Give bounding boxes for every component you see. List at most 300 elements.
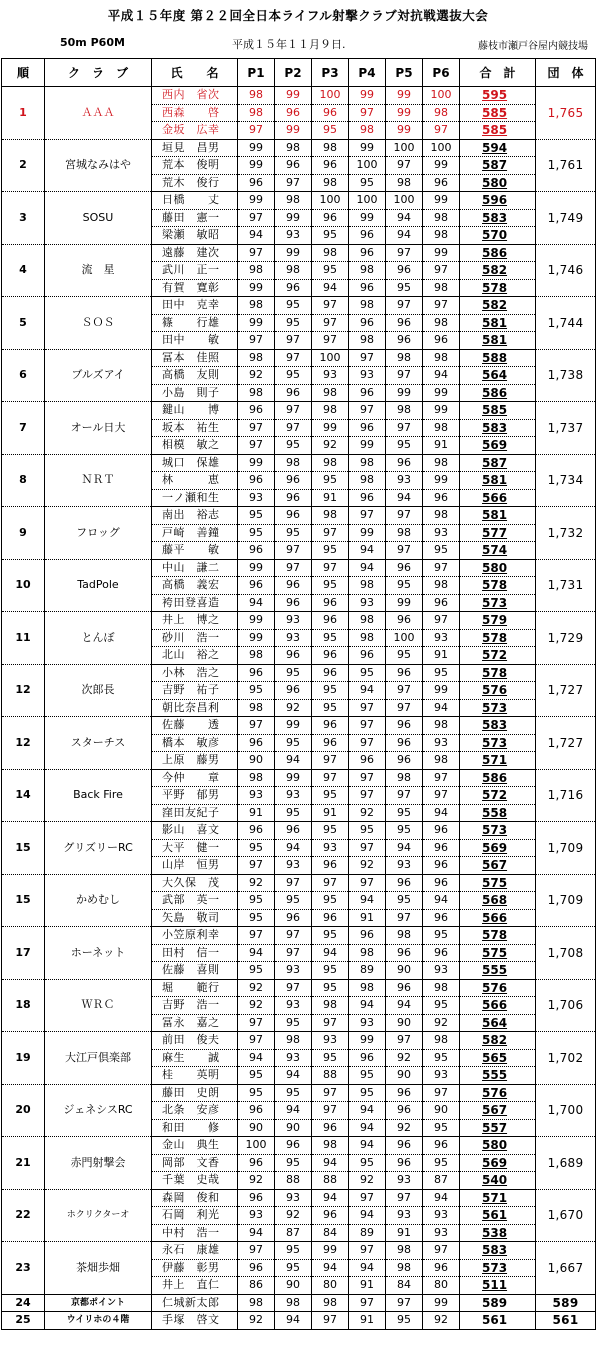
shooter-name: 袴田登喜造: [152, 594, 238, 612]
series-score-p1: 97: [238, 927, 275, 945]
individual-total: 573: [460, 699, 536, 717]
series-score-p4: 99: [349, 437, 386, 455]
shooter-name: 藤田 憲一: [152, 209, 238, 227]
series-score-p1: 97: [238, 857, 275, 875]
col-p2: P2: [275, 59, 312, 87]
series-score-p6: 91: [423, 647, 460, 665]
series-score-p5: 99: [386, 87, 423, 105]
series-score-p6: 93: [423, 1207, 460, 1225]
series-score-p5: 97: [386, 507, 423, 525]
club-cell: ＷＲＣ: [45, 979, 152, 1032]
shooter-name: 大平 健一: [152, 839, 238, 857]
series-score-p5: 96: [386, 332, 423, 350]
series-score-p3: 95: [312, 629, 349, 647]
individual-total: 565: [460, 1049, 536, 1067]
rank-cell: 24: [2, 1294, 45, 1312]
series-score-p3: 96: [312, 857, 349, 875]
series-score-p3: 96: [312, 209, 349, 227]
table-row: [2, 1294, 596, 1312]
series-score-p5: 96: [386, 1084, 423, 1102]
series-score-p5: 93: [386, 1172, 423, 1190]
series-score-p4: 91: [349, 1277, 386, 1295]
series-score-p2: 97: [275, 979, 312, 997]
individual-total: 578: [460, 927, 536, 945]
club-cell: Back Fire: [45, 769, 152, 822]
series-score-p6: 97: [423, 612, 460, 630]
series-score-p3: 95: [312, 227, 349, 245]
individual-total: 583: [460, 1242, 536, 1260]
individual-total: 557: [460, 1119, 536, 1137]
series-score-p4: 92: [349, 1172, 386, 1190]
series-score-p3: 99: [312, 1242, 349, 1260]
series-score-p3: 95: [312, 472, 349, 490]
series-score-p3: 94: [312, 1154, 349, 1172]
table-row: [2, 769, 596, 787]
series-score-p5: 97: [386, 1189, 423, 1207]
series-score-p2: 94: [275, 839, 312, 857]
shooter-name: 城口 保雄: [152, 454, 238, 472]
individual-total: 569: [460, 839, 536, 857]
series-score-p1: 92: [238, 997, 275, 1015]
shooter-name: 相模 敏之: [152, 437, 238, 455]
shooter-name: 西森 啓: [152, 104, 238, 122]
series-score-p1: 95: [238, 909, 275, 927]
series-score-p4: 94: [349, 1207, 386, 1225]
series-score-p1: 98: [238, 104, 275, 122]
rank-cell: 12: [2, 664, 45, 717]
series-score-p2: 92: [275, 1207, 312, 1225]
shooter-name: 千葉 史哉: [152, 1172, 238, 1190]
table-row: [2, 1084, 596, 1102]
series-score-p1: 99: [238, 454, 275, 472]
series-score-p5: 97: [386, 297, 423, 315]
series-score-p2: 93: [275, 857, 312, 875]
series-score-p4: 99: [349, 1032, 386, 1050]
series-score-p6: 94: [423, 892, 460, 910]
individual-total: 561: [460, 1312, 536, 1330]
individual-total: 573: [460, 1259, 536, 1277]
individual-total: 580: [460, 559, 536, 577]
shooter-name: 永石 康雄: [152, 1242, 238, 1260]
series-score-p1: 90: [238, 752, 275, 770]
individual-total: 575: [460, 874, 536, 892]
series-score-p1: 99: [238, 279, 275, 297]
individual-total: 576: [460, 979, 536, 997]
series-score-p3: 96: [312, 734, 349, 752]
series-score-p6: 99: [423, 1294, 460, 1312]
individual-total: 572: [460, 647, 536, 665]
series-score-p3: 97: [312, 874, 349, 892]
series-score-p5: 94: [386, 209, 423, 227]
individual-total: 583: [460, 419, 536, 437]
series-score-p4: 93: [349, 1014, 386, 1032]
team-total: 1,738: [536, 349, 596, 402]
series-score-p2: 96: [275, 909, 312, 927]
series-score-p5: 98: [386, 402, 423, 420]
shooter-name: 佐藤 透: [152, 717, 238, 735]
results-body: [2, 87, 596, 1330]
series-score-p3: 95: [312, 262, 349, 280]
series-score-p6: 96: [423, 909, 460, 927]
table-row: [2, 1312, 596, 1330]
rank-cell: 9: [2, 507, 45, 560]
shooter-name: 森岡 俊和: [152, 1189, 238, 1207]
series-score-p1: 94: [238, 227, 275, 245]
table-row: [2, 1137, 596, 1155]
series-score-p6: 93: [423, 1224, 460, 1242]
series-score-p1: 94: [238, 594, 275, 612]
shooter-name: 手塚 啓文: [152, 1312, 238, 1330]
rank-cell: 21: [2, 1137, 45, 1190]
shooter-name: 中山 謙二: [152, 559, 238, 577]
series-score-p5: 95: [386, 892, 423, 910]
series-score-p4: 97: [349, 1294, 386, 1312]
series-score-p3: 95: [312, 927, 349, 945]
series-score-p3: 96: [312, 594, 349, 612]
individual-total: 586: [460, 769, 536, 787]
table-row: [2, 612, 596, 630]
shooter-name: 桂 英明: [152, 1067, 238, 1085]
rank-cell: 7: [2, 402, 45, 455]
series-score-p6: 98: [423, 752, 460, 770]
series-score-p2: 97: [275, 402, 312, 420]
shooter-name: 伊藤 彰男: [152, 1259, 238, 1277]
team-total: 1,700: [536, 1084, 596, 1137]
series-score-p3: 95: [312, 787, 349, 805]
table-row: [2, 349, 596, 367]
series-score-p4: 94: [349, 1259, 386, 1277]
series-score-p6: 98: [423, 349, 460, 367]
series-score-p3: 80: [312, 1277, 349, 1295]
series-score-p3: 94: [312, 279, 349, 297]
series-score-p1: 92: [238, 874, 275, 892]
individual-total: 564: [460, 367, 536, 385]
series-score-p2: 93: [275, 962, 312, 980]
club-cell: SOSU: [45, 192, 152, 245]
series-score-p5: 97: [386, 419, 423, 437]
rank-cell: 20: [2, 1084, 45, 1137]
series-score-p1: 97: [238, 332, 275, 350]
team-total: 561: [536, 1312, 596, 1330]
rank-cell: 10: [2, 559, 45, 612]
individual-total: 581: [460, 332, 536, 350]
individual-total: 582: [460, 297, 536, 315]
series-score-p2: 94: [275, 1312, 312, 1330]
individual-total: 585: [460, 104, 536, 122]
individual-total: 587: [460, 454, 536, 472]
series-score-p6: 93: [423, 629, 460, 647]
col-total: 合 計: [460, 59, 536, 87]
rank-cell: 5: [2, 297, 45, 350]
rank-cell: 3: [2, 192, 45, 245]
series-score-p3: 94: [312, 944, 349, 962]
team-total: 1,716: [536, 769, 596, 822]
series-score-p5: 96: [386, 734, 423, 752]
team-total: 1,761: [536, 139, 596, 192]
series-score-p3: 88: [312, 1172, 349, 1190]
series-score-p5: 98: [386, 349, 423, 367]
series-score-p1: 99: [238, 157, 275, 175]
event-date: 平成１５年１１月９日.: [232, 38, 346, 51]
series-score-p4: 98: [349, 122, 386, 140]
series-score-p4: 98: [349, 577, 386, 595]
series-score-p6: 98: [423, 314, 460, 332]
series-score-p1: 95: [238, 839, 275, 857]
series-score-p4: 94: [349, 559, 386, 577]
series-score-p3: 96: [312, 104, 349, 122]
series-score-p6: 98: [423, 209, 460, 227]
series-score-p4: 98: [349, 297, 386, 315]
individual-total: 585: [460, 402, 536, 420]
series-score-p4: 94: [349, 1137, 386, 1155]
rank-cell: 12: [2, 717, 45, 770]
series-score-p2: 93: [275, 997, 312, 1015]
individual-total: 538: [460, 1224, 536, 1242]
team-total: 1,732: [536, 507, 596, 560]
series-score-p1: 99: [238, 612, 275, 630]
series-score-p6: 99: [423, 682, 460, 700]
team-total: 1,708: [536, 927, 596, 980]
rank-cell: 17: [2, 927, 45, 980]
series-score-p1: 95: [238, 892, 275, 910]
series-score-p2: 96: [275, 104, 312, 122]
individual-total: 581: [460, 314, 536, 332]
series-score-p4: 89: [349, 1224, 386, 1242]
series-score-p3: 100: [312, 349, 349, 367]
individual-total: 558: [460, 804, 536, 822]
series-score-p4: 94: [349, 542, 386, 560]
team-total: 1,765: [536, 87, 596, 140]
series-score-p1: 98: [238, 262, 275, 280]
club-cell: 宮城なみはや: [45, 139, 152, 192]
shooter-name: 井上 博之: [152, 612, 238, 630]
series-score-p2: 94: [275, 1102, 312, 1120]
rank-cell: 4: [2, 244, 45, 297]
shooter-name: 麻生 誠: [152, 1049, 238, 1067]
series-score-p5: 93: [386, 857, 423, 875]
series-score-p5: 97: [386, 787, 423, 805]
series-score-p4: 98: [349, 454, 386, 472]
shooter-name: 武川 正一: [152, 262, 238, 280]
shooter-name: 北条 安彦: [152, 1102, 238, 1120]
series-score-p2: 95: [275, 1242, 312, 1260]
series-score-p4: 98: [349, 629, 386, 647]
individual-total: 574: [460, 542, 536, 560]
individual-total: 570: [460, 227, 536, 245]
series-score-p5: 96: [386, 612, 423, 630]
series-score-p3: 98: [312, 1137, 349, 1155]
series-score-p4: 99: [349, 209, 386, 227]
club-cell: ＡＡＡ: [45, 87, 152, 140]
series-score-p4: 100: [349, 192, 386, 210]
series-score-p4: 97: [349, 507, 386, 525]
series-score-p1: 99: [238, 192, 275, 210]
series-score-p2: 98: [275, 454, 312, 472]
shooter-name: 井上 直仁: [152, 1277, 238, 1295]
rank-cell: 2: [2, 139, 45, 192]
shooter-name: 窪田友紀子: [152, 804, 238, 822]
series-score-p3: 95: [312, 962, 349, 980]
series-score-p3: 95: [312, 822, 349, 840]
series-score-p1: 98: [238, 87, 275, 105]
series-score-p2: 95: [275, 1259, 312, 1277]
shooter-name: 矢島 敬司: [152, 909, 238, 927]
team-total: 589: [536, 1294, 596, 1312]
series-score-p3: 97: [312, 752, 349, 770]
series-score-p5: 98: [386, 769, 423, 787]
series-score-p6: 98: [423, 717, 460, 735]
series-score-p4: 95: [349, 1154, 386, 1172]
series-score-p5: 94: [386, 997, 423, 1015]
shooter-name: 西内 省次: [152, 87, 238, 105]
individual-total: 573: [460, 822, 536, 840]
series-score-p2: 96: [275, 682, 312, 700]
individual-total: 578: [460, 279, 536, 297]
team-total: 1,731: [536, 559, 596, 612]
series-score-p1: 96: [238, 542, 275, 560]
series-score-p3: 95: [312, 122, 349, 140]
series-score-p1: 92: [238, 979, 275, 997]
series-score-p2: 97: [275, 419, 312, 437]
series-score-p1: 98: [238, 349, 275, 367]
series-score-p1: 94: [238, 1224, 275, 1242]
shooter-name: 上原 藤男: [152, 752, 238, 770]
series-score-p3: 95: [312, 542, 349, 560]
club-cell: 赤門射撃会: [45, 1137, 152, 1190]
series-score-p4: 94: [349, 682, 386, 700]
club-cell: ＮＲＴ: [45, 454, 152, 507]
series-score-p3: 95: [312, 1049, 349, 1067]
series-score-p4: 95: [349, 664, 386, 682]
rank-cell: 22: [2, 1189, 45, 1242]
club-cell: ホクリクターオ: [45, 1189, 152, 1242]
series-score-p3: 84: [312, 1224, 349, 1242]
series-score-p5: 98: [386, 1242, 423, 1260]
series-score-p2: 96: [275, 489, 312, 507]
shooter-name: 中村 浩一: [152, 1224, 238, 1242]
series-score-p2: 98: [275, 1032, 312, 1050]
series-score-p4: 91: [349, 1312, 386, 1330]
series-score-p5: 93: [386, 472, 423, 490]
table-row: [2, 454, 596, 472]
series-score-p6: 93: [423, 1067, 460, 1085]
series-score-p6: 93: [423, 962, 460, 980]
individual-total: 540: [460, 1172, 536, 1190]
series-score-p6: 95: [423, 927, 460, 945]
series-score-p3: 97: [312, 1102, 349, 1120]
series-score-p3: 100: [312, 87, 349, 105]
series-score-p6: 94: [423, 1189, 460, 1207]
individual-total: 596: [460, 192, 536, 210]
series-score-p2: 95: [275, 367, 312, 385]
series-score-p2: 95: [275, 734, 312, 752]
series-score-p6: 96: [423, 1137, 460, 1155]
series-score-p1: 99: [238, 559, 275, 577]
shooter-name: 前田 俊夫: [152, 1032, 238, 1050]
series-score-p6: 96: [423, 839, 460, 857]
shooter-name: 砂川 浩一: [152, 629, 238, 647]
series-score-p3: 94: [312, 1259, 349, 1277]
series-score-p6: 96: [423, 174, 460, 192]
series-score-p2: 93: [275, 629, 312, 647]
series-score-p6: 98: [423, 454, 460, 472]
series-score-p4: 96: [349, 384, 386, 402]
series-score-p6: 98: [423, 104, 460, 122]
series-score-p4: 97: [349, 1242, 386, 1260]
series-score-p6: 95: [423, 1154, 460, 1172]
series-score-p6: 99: [423, 244, 460, 262]
individual-total: 567: [460, 857, 536, 875]
series-score-p2: 95: [275, 524, 312, 542]
club-cell: 次郎長: [45, 664, 152, 717]
series-score-p6: 97: [423, 1084, 460, 1102]
individual-total: 586: [460, 384, 536, 402]
series-score-p2: 93: [275, 787, 312, 805]
series-score-p3: 91: [312, 489, 349, 507]
club-cell: 京都ポイント: [45, 1294, 152, 1312]
shooter-name: 今仲 章: [152, 769, 238, 787]
series-score-p3: 98: [312, 997, 349, 1015]
series-score-p1: 97: [238, 122, 275, 140]
series-score-p2: 99: [275, 769, 312, 787]
series-score-p5: 90: [386, 1014, 423, 1032]
series-score-p3: 92: [312, 437, 349, 455]
series-score-p6: 94: [423, 699, 460, 717]
col-rank: 順: [2, 59, 45, 87]
results-table: [1, 58, 596, 1330]
shooter-name: 堀 範行: [152, 979, 238, 997]
series-score-p1: 91: [238, 804, 275, 822]
shooter-name: 大久保 茂: [152, 874, 238, 892]
page-title: 平成１５年度 第２２回全日本ライフル射撃クラブ対抗戦選抜大会: [107, 8, 489, 23]
team-total: 1,749: [536, 192, 596, 245]
series-score-p6: 98: [423, 419, 460, 437]
series-score-p5: 95: [386, 437, 423, 455]
series-score-p1: 96: [238, 402, 275, 420]
series-score-p3: 91: [312, 804, 349, 822]
series-score-p1: 97: [238, 717, 275, 735]
series-score-p5: 96: [386, 1154, 423, 1172]
shooter-name: 一ノ瀬和生: [152, 489, 238, 507]
series-score-p5: 95: [386, 647, 423, 665]
series-score-p1: 95: [238, 962, 275, 980]
series-score-p3: 100: [312, 192, 349, 210]
series-score-p4: 97: [349, 787, 386, 805]
individual-total: 566: [460, 489, 536, 507]
series-score-p2: 98: [275, 192, 312, 210]
individual-total: 569: [460, 1154, 536, 1172]
club-cell: フロッグ: [45, 507, 152, 560]
shooter-name: 小笠原利幸: [152, 927, 238, 945]
series-score-p6: 98: [423, 1032, 460, 1050]
shooter-name: 小島 則子: [152, 384, 238, 402]
series-score-p6: 95: [423, 1119, 460, 1137]
series-score-p6: 97: [423, 122, 460, 140]
series-score-p4: 96: [349, 1049, 386, 1067]
series-score-p5: 96: [386, 752, 423, 770]
table-row: [2, 874, 596, 892]
rank-cell: 6: [2, 349, 45, 402]
series-score-p3: 98: [312, 1294, 349, 1312]
series-score-p4: 99: [349, 139, 386, 157]
series-score-p4: 95: [349, 1084, 386, 1102]
shooter-name: 山岸 恒男: [152, 857, 238, 875]
shooter-name: 田村 信一: [152, 944, 238, 962]
series-score-p1: 96: [238, 664, 275, 682]
individual-total: 567: [460, 1102, 536, 1120]
series-score-p5: 94: [386, 839, 423, 857]
individual-total: 587: [460, 157, 536, 175]
